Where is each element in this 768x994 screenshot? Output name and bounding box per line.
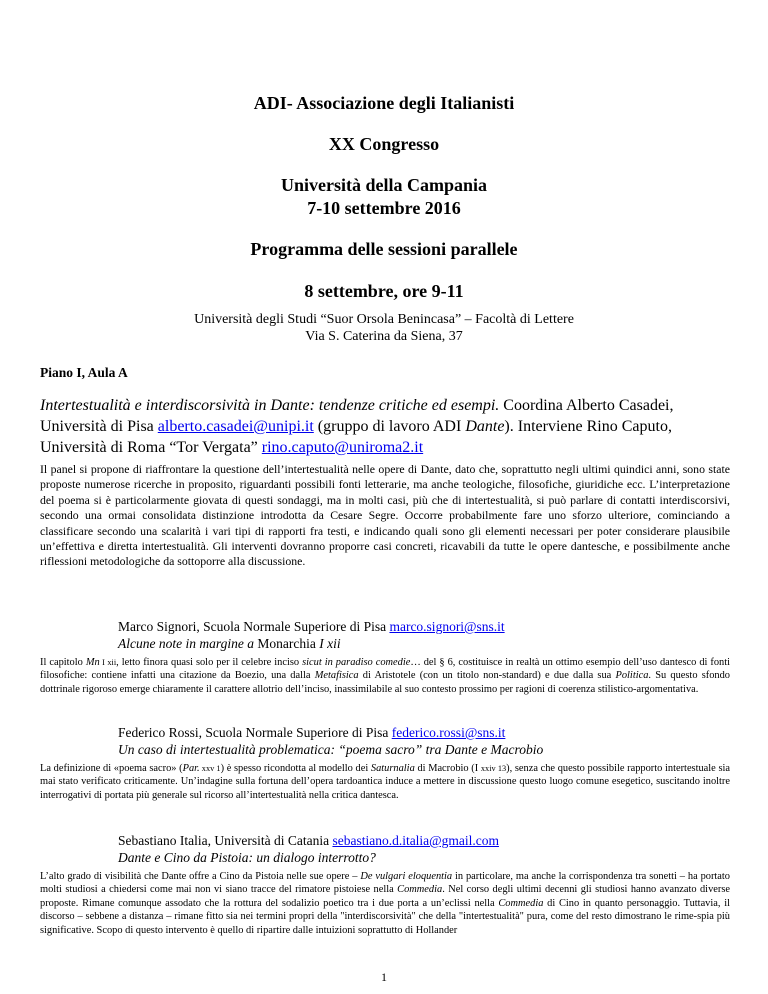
talk-2 (118, 724, 738, 758)
congress-dates: 7-10 settembre 2016 (307, 198, 461, 218)
university-title: Università della Campania (280, 175, 487, 195)
talk-1 (118, 618, 738, 652)
panel-group-prefix: (gruppo di lavoro ADI (313, 418, 466, 435)
talk-1-speaker: Marco Signori, Scuola Normale Superiore di Pisa (118, 619, 390, 634)
talk-1-email-link[interactable]: marco.signori@sns.it (389, 619, 505, 634)
talk-1-title: Alcune note in margine a Monarchia I xii (118, 636, 341, 651)
panel-abstract: Il panel si propone di riaffrontare la questione dell’intertestualità nelle opere di Dante, dato che, soprattutto negli ultimi quindici anni, sono state proposte numerose ricerche in proposito, riguardanti possibili fonti letterarie, ma anche teologiche, filosofiche, giuridiche ecc. L’interpretazione del poema si è particolarmente giovata di questi sondaggi, ma in molti casi, più che di intertestualità, si può parlare di contatti interdiscorsivi, secondo una ormai consolidata distinzione introdotta da Cesare Segre. Occorre probabilmente fare uno sforzo ulteriore, cominciando a classificare secondo una scalarità i vari tipi di rapporti fra testi, e indicando quali sono gli elementi necessari per poter considerare plausibile un’effettiva e diretta intertestualità. Gli interventi dovranno proporre casi concreti, ricavabili da tutte le opere dantesche, e possibilmente anche riflessioni metodologiche da sottoporre alla discussione. (40, 462, 730, 569)
congress-title: XX Congresso (328, 134, 440, 154)
talk-2-title: Un caso di intertestualità problematica: “poema sacro” tra Dante e Macrobio (118, 742, 544, 757)
talk-2-speaker: Federico Rossi, Scuola Normale Superiore di Pisa (118, 725, 392, 740)
talk-3-title: Dante e Cino da Pistoia: un dialogo interrotto? (118, 850, 376, 865)
talk-3-abstract: L’alto grado di visibilità che Dante offre a Cino da Pistoia nelle sue opere – De vulgari eloquentia in particolare, ma anche la corrispondenza tra sonetti – ha portato molti studiosi a chiedersi come mai non vi siano tracce del rimatore pistoiese nella Commedia. Nel corso degli ultimi decenni gli studiosi hanno avanzato diverse proposte. Rimane comunque assodato che la rottura del sodalizio poetico tra i due porta a un’eclissi nella Commedia di Cino in quanto personaggio. Tuttavia, il discorso – sebbene a distanza – rimane fitto sia nei termini propri della "interdiscorsività" che della "intertestualità" pura, come del resto dimostrano le rime-spia più significative. Scopo di questo intervento è quello di ripartire dalle intuizioni soprattutto di Hollander (40, 871, 730, 936)
panel-coordinator: Coordina Alberto Casadei, Università di Pisa (40, 397, 674, 435)
association-title: ADI- Associazione degli Italianisti (253, 93, 515, 113)
talk-1-abstract: Il capitolo Mn I xii, letto finora quasi solo per il celebre inciso sicut in paradiso comedie… del § 6, costituisce in realtà un ottimo esempio dell’uso dantesco di fonti filosofiche: contiene infatti una citazione da Boezio, una dalla Metafisica di Aristotele (con un titolo non-standard) e due dalla sua Politica. Su questo sfondo dottrinale rigoroso emerge chiaramente il carattere allotrio dell’inciso, inassimilabile al suo contesto prossimo per ragioni di coerenza stilistico-argomentativa. (40, 657, 731, 695)
panel-title: Intertestualità e interdiscorsività in Dante: tendenze critiche ed esempi. (40, 397, 500, 414)
venue-line-1: Università degli Studi “Suor Orsola Benincasa” – Facoltà di Lettere (194, 312, 574, 327)
talk-3-email-link[interactable]: sebastiano.d.italia@gmail.com (332, 833, 499, 848)
coordinator-email-link[interactable]: alberto.casadei@unipi.it (157, 418, 314, 435)
talk-2-abstract: La definizione di «poema sacro» (Par. xxv 1) è spesso ricondotta al modello dei Saturnalia di Macrobio (I xxiv 13), senza che questo possibile rapporto intertestuale sia mai stato verificato criticamente. Un’indagine sulla fortuna dell’opera tardoantica induce a mettere in discussione questo luogo comune esegetico, suscitando inoltre interrogativi di portata più generale sul ricorso all’intertestualità nella critica dantesca. (40, 763, 731, 801)
session-time: 8 settembre, ore 9-11 (304, 281, 464, 301)
talk-2-email-link[interactable]: federico.rossi@sns.it (391, 725, 506, 740)
programme-title: Programma delle sessioni parallele (250, 239, 518, 259)
panel-description (40, 395, 730, 458)
floor-room-label: Piano I, Aula A (40, 365, 128, 380)
talk-3 (118, 832, 738, 866)
respondent-email-link[interactable]: rino.caputo@uniroma2.it (261, 439, 424, 456)
panel-group-name: Dante (465, 418, 505, 435)
page-number: 1 (381, 970, 387, 984)
talk-3-speaker: Sebastiano Italia, Università di Catania (118, 833, 333, 848)
panel-group-suffix: ). Interviene Rino Caputo, Università di Roma “Tor Vergata” (40, 418, 672, 456)
venue-line-2: Via S. Caterina da Siena, 37 (305, 329, 463, 344)
